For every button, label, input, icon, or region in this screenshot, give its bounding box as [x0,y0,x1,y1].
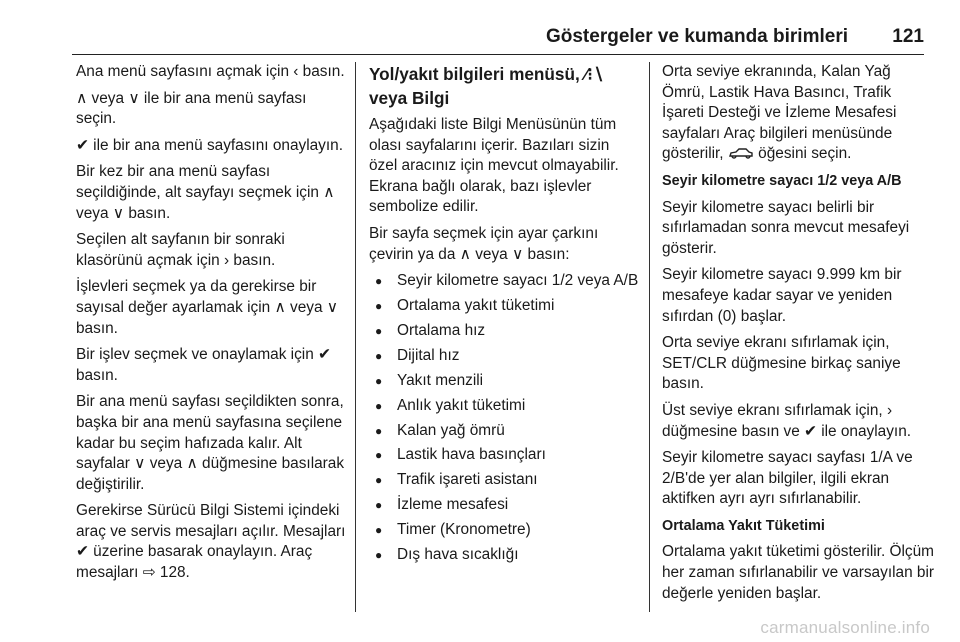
column-divider [355,62,356,612]
paragraph: Bir ana menü sayfası seçildikten sonra, başka bir ana menü sayfasına seçilene kadar bu seçim hafızada kalır. Alt sayfalar ∨ veya ∧ düğmesine basılarak değiştirilir. [76,393,345,493]
paragraph: Bir kez bir ana menü sayfası seçildiğinde, alt sayfayı seçmek için ∧ veya ∨ basın. [76,163,335,222]
subheading: Seyir kilometre sayacı 1/2 veya A/B [662,172,902,189]
list-item: ● Dijital hız [369,346,639,367]
list-item: ● Lastik hava basınçları [369,445,639,466]
paragraph: Orta seviye ekranı sıfırlamak için, SET/CLR düğmesine birkaç saniye basın. [662,334,901,393]
paragraph: Ortalama yakıt tüketimi gösterilir. Ölçüm her zaman sıfırlanabilir ve varsayılan bir değerle yeniden başlar. [662,543,935,602]
list-item: ● Yakıt menzili [369,371,639,392]
paragraph: Ana menü sayfasını açmak için ‹ basın. [76,63,345,80]
list-item: ● Seyir kilometre sayacı 1/2 veya A/B [369,271,639,292]
subheading: Ortalama Yakıt Tüketimi [662,517,825,534]
list-item: ● Timer (Kronometre) [369,520,639,541]
watermark: carmanualsonline.info [760,618,930,637]
paragraph: ✔ ile bir ana menü sayfasını onaylayın. [76,136,343,154]
page-title: Göstergeler ve kumanda birimleri [545,26,848,47]
paragraph: ∧ veya ∨ ile bir ana menü sayfası seçin. [76,89,307,128]
column-2 [369,62,639,570]
paragraph: Aşağıdaki liste Bilgi Menüsünün tüm olası sayfalarını içerir. Bazıları sizin özel aracınız için mevcut olmayabilir. Ekrana bağlı olarak, bazı işlevler sembolize edilir. [369,116,619,216]
paragraph: Bir sayfa seçmek için ayar çarkını çevirin ya da ∧ veya ∨ basın: [369,224,599,263]
paragraph: Seyir kilometre sayacı sayfası 1/A ve 2/B'de yer alan bilgiler, ilgili ekran aktifken ayrı ayrı sıfırlanabilir. [662,449,913,508]
page-header [0,0,960,56]
column-divider [649,62,650,612]
car-icon [728,147,754,160]
header-rule [72,54,924,55]
list-item: ● Dış hava sıcaklığı [369,545,639,566]
text: Orta seviye ekranında, Kalan Yağ Ömrü, Lastik Hava Basıncı, Trafik İşareti Desteği ve İzleme Mesafesi sayfaları Araç bilgileri menüsünde gösterilir, öğesini seçin. [662,63,897,163]
column-1 [76,62,348,590]
section-title: Yol/yakıt bilgileri menüsü, ⁄⁝∖ veya Bilgi [369,64,604,108]
list-item: ● Kalan yağ ömrü [369,421,639,442]
paragraph: Bir işlev seçmek ve onaylamak için ✔ basın. [76,346,331,384]
paragraph: Seyir kilometre sayacı 9.999 km bir mesafeye kadar sayar ve yeniden sıfırdan (0) başlar. [662,266,902,325]
list-item: ● Ortalama yakıt tüketimi [369,296,639,317]
list-item: ● İzleme mesafesi [369,495,639,516]
info-page-list [369,271,639,565]
paragraph: Seçilen alt sayfanın bir sonraki klasörünü açmak için › basın. [76,231,285,269]
list-item: ● Trafik işareti asistanı [369,470,639,491]
paragraph: Gerekirse Sürücü Bilgi Sistemi içindeki araç ve servis mesajları açılır. Mesajları ✔ üzerine basarak onaylayın. Araç mesajları ⇨ 128. [76,502,346,582]
paragraph: İşlevleri seçmek ya da gerekirse bir sayısal değer ayarlamak için ∧ veya ∨ basın. [76,278,339,337]
list-item: ● Anlık yakıt tüketimi [369,396,639,417]
paragraph: Seyir kilometre sayacı belirli bir sıfırlamadan sonra mevcut mesafeyi gösterir. [662,198,910,257]
list-item: ● Ortalama hız [369,321,639,342]
paragraph: Üst seviye ekranı sıfırlamak için, › düğmesine basın ve ✔ ile onaylayın. [662,401,912,440]
paragraph-vehicle-info [662,62,934,165]
page-number: 121 [892,26,924,47]
column-3 [662,62,934,610]
